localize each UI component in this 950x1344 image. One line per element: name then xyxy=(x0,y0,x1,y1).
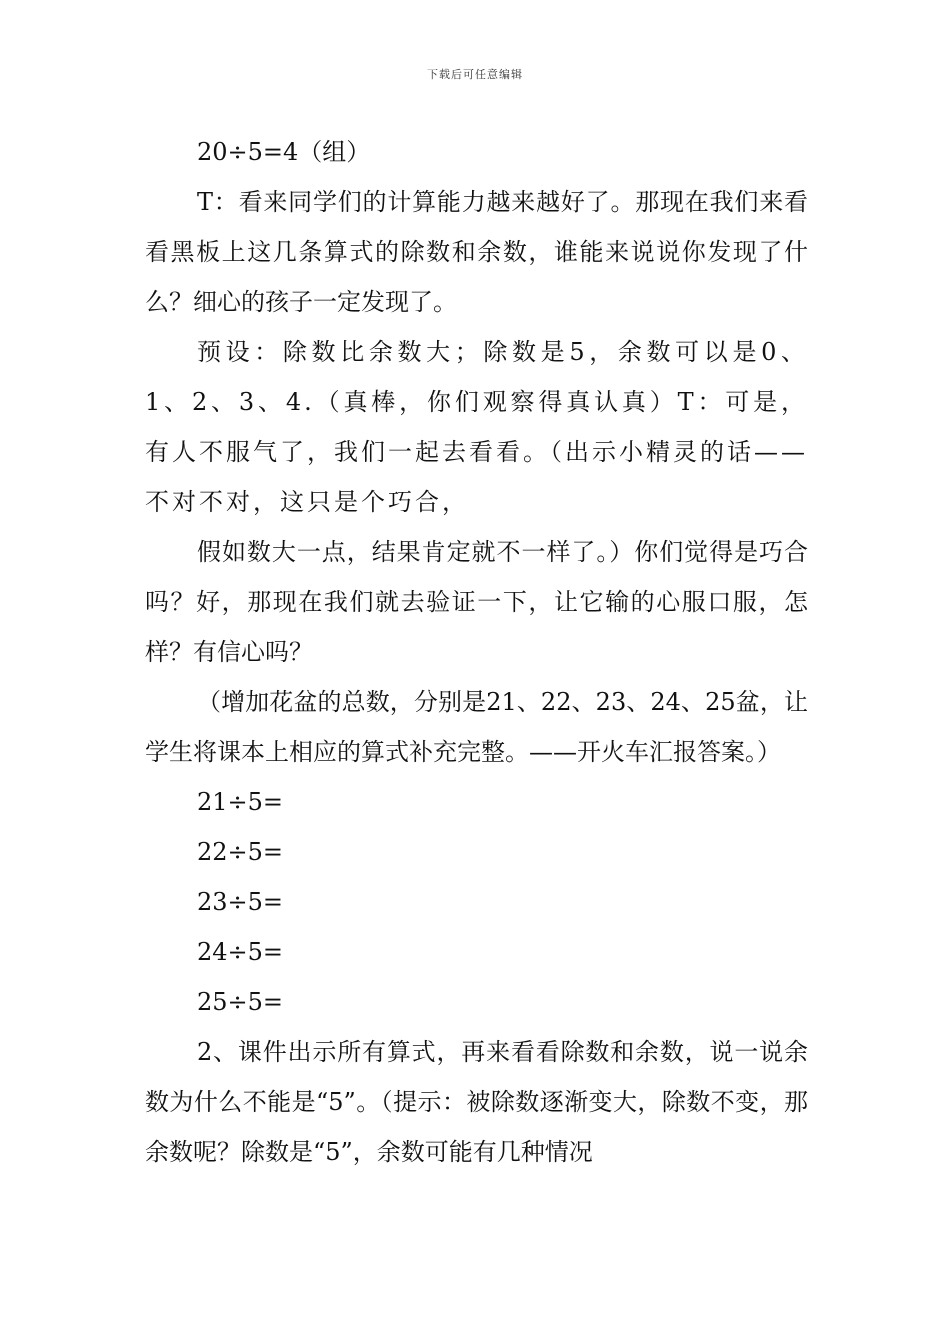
equation-22-div-5: 22÷5= xyxy=(197,838,284,866)
courseware-paragraph: 2、课件出示所有算式，再来看看除数和余数，说一说余数为什么不能是“5”。（提示：被除数逐渐变大，除数不变，那余数呢？除数是“5”，余数可能有几种情况 xyxy=(145,1038,808,1166)
equation-20-div-5: 20÷5=4（组） xyxy=(197,138,371,166)
teacher-question-paragraph: T：看来同学们的计算能力越来越好了。那现在我们来看看黑板上这几条算式的除数和余数，谁能来说说你发现了什么？细心的孩子一定发现了。 xyxy=(145,188,808,316)
document-body xyxy=(145,127,808,1177)
equation-21-div-5: 21÷5= xyxy=(197,788,284,816)
flowerpot-instruction-paragraph: （增加花盆的总数，分别是21、22、23、24、25盆，让学生将课本上相应的算式补充完整。——开火车汇报答案。） xyxy=(145,688,808,766)
coincidence-paragraph: 假如数大一点，结果肯定就不一样了。）你们觉得是巧合吗？好，那现在我们就去验证一下，让它输的心服口服，怎样？有信心吗？ xyxy=(145,538,808,666)
page-header-note: 下载后可任意编辑 xyxy=(427,68,523,81)
equation-24-div-5: 24÷5= xyxy=(197,938,284,966)
preset-answer-paragraph: 预设：除数比余数大；除数是5，余数可以是0、1、2、3、4.（真棒，你们观察得真认真）T：可是，有人不服气了，我们一起去看看。（出示小精灵的话——不对不对，这只是个巧合， xyxy=(145,338,808,516)
equation-25-div-5: 25÷5= xyxy=(197,988,284,1016)
equation-23-div-5: 23÷5= xyxy=(197,888,284,916)
